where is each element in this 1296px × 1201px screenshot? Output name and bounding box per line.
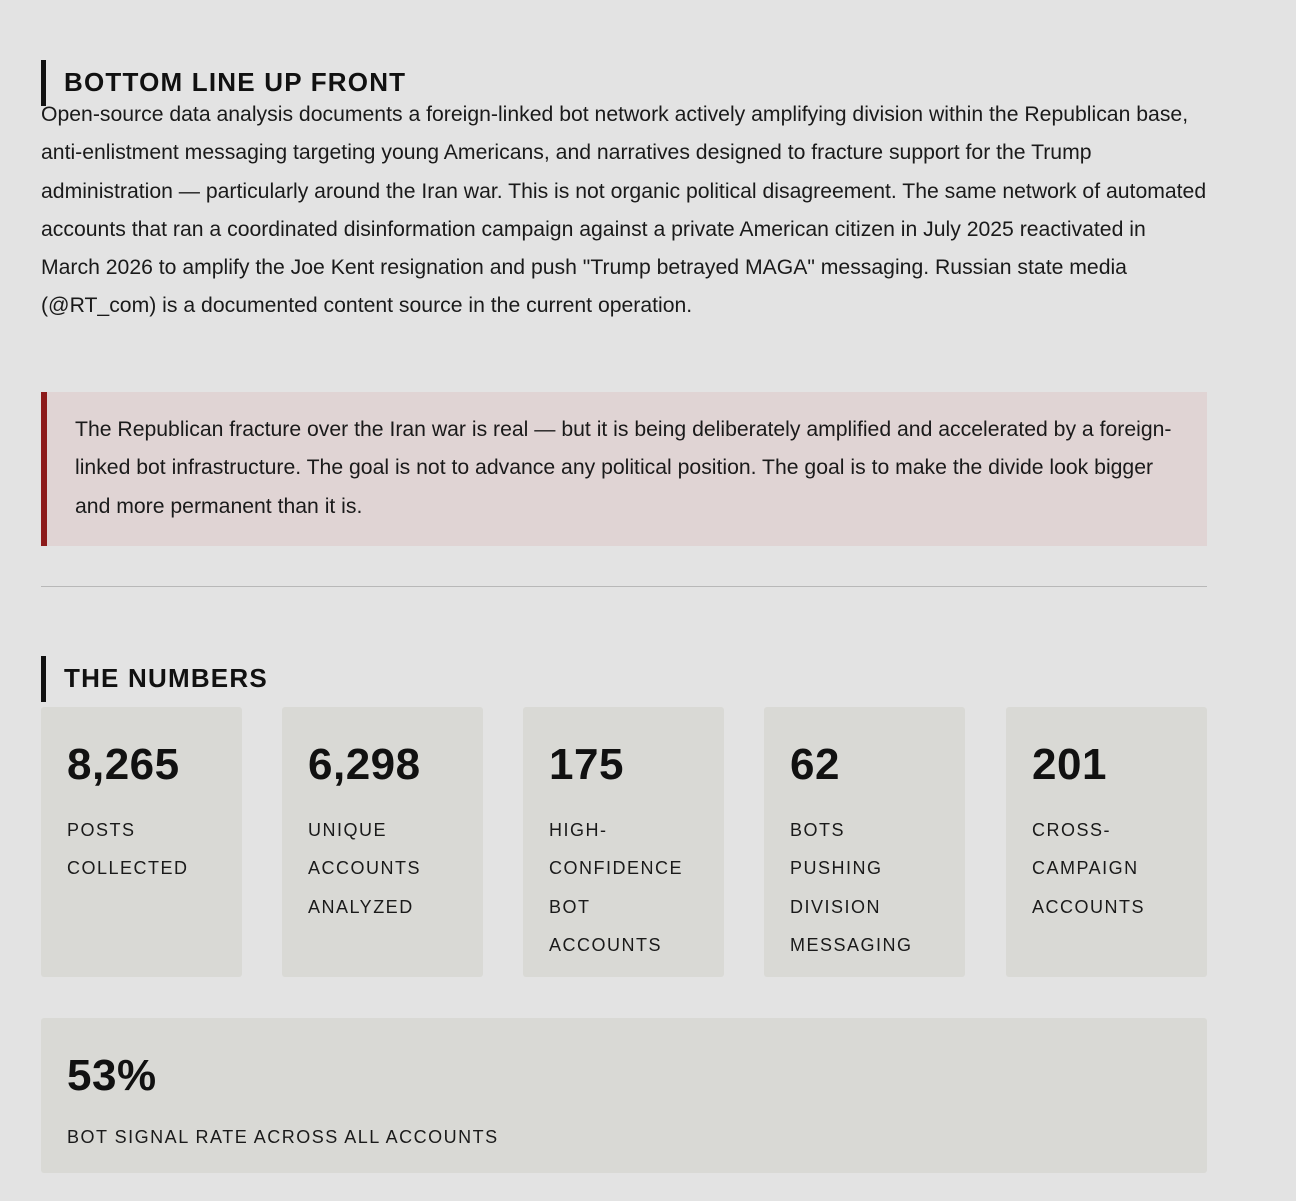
stat-card-bot-accounts [523, 707, 724, 977]
stat-label: BOT SIGNAL RATE ACROSS ALL ACCOUNTS [67, 1127, 499, 1147]
section-divider [41, 586, 1207, 587]
stat-label: POSTS COLLECTED [67, 820, 189, 879]
stat-value: 201 [1032, 740, 1107, 789]
stat-label: BOTS PUSHING DIVISION MESSAGING [790, 820, 913, 955]
stat-label: CROSS-CAMPAIGN ACCOUNTS [1032, 820, 1146, 917]
stat-value: 175 [549, 740, 624, 789]
stat-value: 8,265 [67, 740, 180, 789]
key-finding-callout: The Republican fracture over the Iran war is real — but it is being deliberately amplified and accelerated by a foreign-linked bot infrastructure. The goal is not to advance any political position. The goal is to make the divide look bigger and more permanent than it is. [41, 392, 1207, 546]
stat-card-division-bots [764, 707, 965, 977]
stat-value: 6,298 [308, 740, 421, 789]
stats-grid [41, 707, 1207, 977]
stat-label: UNIQUE ACCOUNTS ANALYZED [308, 820, 422, 917]
stat-label: HIGH-CONFIDENCE BOT ACCOUNTS [549, 820, 684, 955]
stat-value: 62 [790, 740, 840, 789]
stat-card-cross-campaign [1006, 707, 1207, 977]
stat-card-bot-signal-rate [41, 1018, 1207, 1173]
stat-card-unique-accounts [282, 707, 483, 977]
stat-value: 53% [67, 1051, 157, 1100]
stat-card-posts-collected [41, 707, 242, 977]
bluf-heading: BOTTOM LINE UP FRONT [41, 60, 406, 106]
bluf-paragraph: Open-source data analysis documents a foreign-linked bot network actively amplifying division within the Republican base, anti-enlistment messaging targeting young Americans, and narratives designed to fracture support for the Trump administration — particularly around the Iran war. This is not organic political disagreement. The same network of automated accounts that ran a coordinated disinformation campaign against a private American citizen in July 2025 reactivated in March 2026 to amplify the Joe Kent resignation and push "Trump betrayed MAGA" messaging. Russian state media (@RT_com) is a documented content source in the current operation. [41, 103, 1207, 318]
numbers-heading: THE NUMBERS [41, 656, 268, 702]
